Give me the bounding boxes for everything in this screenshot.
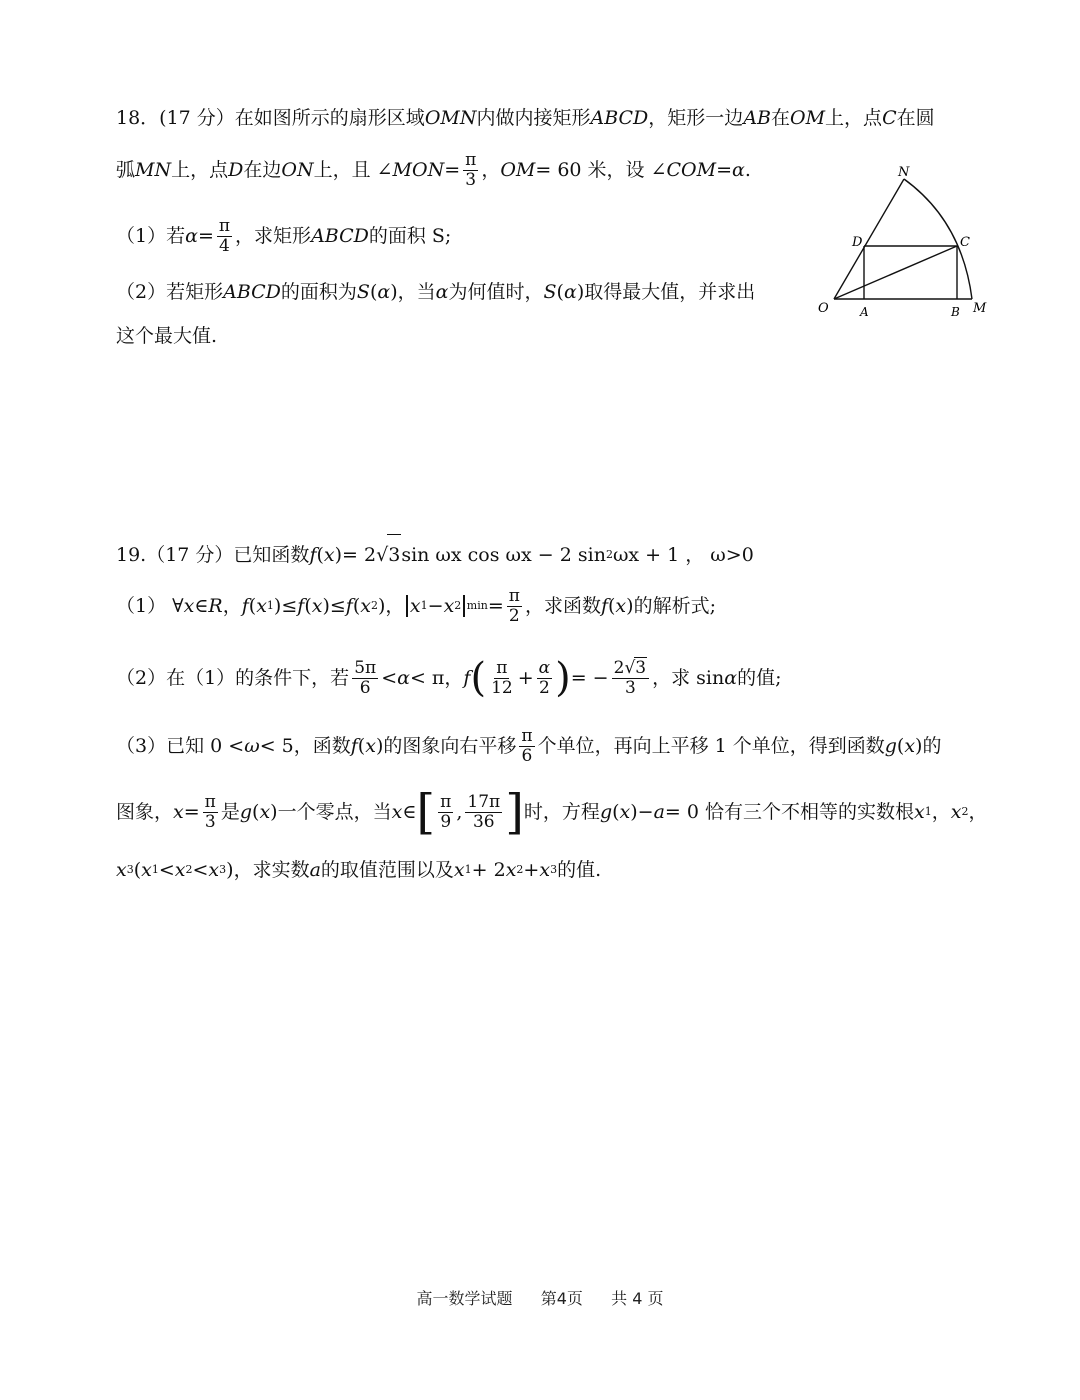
q19-text: ≤ (281, 595, 298, 617)
q19-var-x: x (615, 595, 627, 617)
q18-var-om: OM (790, 107, 826, 129)
fraction-numerator: π (440, 791, 452, 812)
q19-var-x: x (323, 543, 335, 566)
footer-title: 高一数学试题 (416, 1289, 513, 1308)
q18-number: 18．(17 分）在如图所示的扇形区域 (116, 107, 425, 129)
q19-text: − (427, 595, 444, 617)
q19-var-x: x (409, 595, 421, 617)
abs-bar (463, 595, 465, 617)
q19-var-g: g (884, 735, 897, 757)
q19-var-x: x (505, 859, 517, 881)
q19-text: = 0 恰有三个不相等的实数根 (664, 801, 915, 823)
q18-var-abcd: ABCD (223, 281, 281, 303)
fraction-numerator: π (496, 657, 508, 678)
q19-part-label: （3）已知 0 < (116, 735, 245, 757)
label-o: O (818, 301, 829, 316)
sector-figure (812, 166, 992, 326)
sqrt-radicand: 3 (635, 657, 647, 678)
q19-text: − (637, 801, 654, 823)
fraction-5pi-over-6 (352, 659, 378, 698)
subscript: 1 (464, 863, 472, 876)
segment-on (834, 179, 904, 299)
paren: ( (316, 543, 324, 566)
q18-var-om: OM (500, 159, 536, 181)
subscript: 2 (454, 599, 462, 612)
q18-var-s: S (356, 281, 370, 303)
label-c: C (960, 235, 970, 250)
q18-var-alpha: α (377, 281, 391, 303)
big-bracket: [ (416, 784, 436, 840)
fraction-denominator: 36 (472, 811, 495, 832)
q19-var-x: x (914, 801, 925, 823)
paren: ( (133, 859, 142, 881)
label-b: B (951, 305, 960, 319)
q19-text: 的解析式; (633, 595, 716, 617)
q19-part-3-line-2: 图象， x = $\frac{\pi}{3}$ 是 g ( x ) 一个零点，当 x ∈ [ $\frac{\pi}{9}$ , $\frac{17\pi}{36}$ ] 时，方程 g ( x ) − a = 0 恰有三个不相等的实数根 x 1 ， x 2 ， (116, 784, 988, 840)
q18-text: ，当 (397, 281, 436, 303)
q19-text: ∈ (402, 801, 417, 823)
subscript: 3 (219, 863, 227, 876)
subscript: 1 (420, 599, 428, 612)
q19-var-g: g (599, 801, 613, 823)
big-bracket: ] (505, 784, 524, 840)
q19-var-f: f (350, 735, 358, 757)
q18-text: 这个最大值. (116, 325, 218, 347)
q19-text: ， (931, 801, 951, 823)
q19-var-x: x (443, 595, 455, 617)
q19-text: 时，方程 (523, 801, 600, 823)
q19-text: = (487, 595, 504, 617)
q19-part-label: （1） ∀ (116, 595, 184, 617)
page-footer (0, 1286, 1080, 1309)
fraction-numerator: π (218, 215, 231, 236)
q19-text: < (381, 667, 398, 689)
subscript: 2 (961, 805, 969, 818)
q19-text: ω>0 (710, 543, 754, 566)
q18-text: 的面积 S; (368, 225, 452, 247)
segment-oc (834, 246, 957, 299)
q19-var-x: x (539, 859, 551, 881)
fraction-17pi-over-36 (465, 793, 502, 832)
q19-text: < π， (409, 667, 464, 689)
q19-line-1 (116, 534, 754, 575)
subscript: 2 (370, 599, 378, 612)
q19-text: = 2 (342, 543, 377, 566)
fraction-denominator: 6 (359, 677, 371, 698)
fraction-denominator: 2 (538, 677, 550, 698)
q19-text: 的值. (557, 859, 602, 881)
subscript: 2 (185, 863, 193, 876)
fraction-numerator: 17π (467, 791, 501, 812)
q18-text: ，求矩形 (235, 225, 312, 247)
q18-line-1 (116, 98, 935, 138)
fraction-numerator: π (204, 791, 216, 812)
paren: ) (334, 543, 343, 566)
q18-var-c: C (882, 107, 897, 129)
q19-text: + (523, 859, 540, 881)
q18-text: 内做内接矩形 (476, 107, 591, 129)
big-paren: ( (470, 655, 487, 701)
fraction-alpha-over-2 (537, 659, 552, 698)
q19-var-x: x (208, 859, 220, 881)
sqrt-radicand: 3 (387, 534, 401, 575)
q19-part-2 (116, 655, 782, 701)
q18-text: = (716, 159, 732, 181)
q19-var-f: f (297, 595, 305, 617)
q19-text: , (456, 801, 463, 823)
q18-text: 在 (771, 107, 791, 129)
fraction-denominator: 3 (204, 811, 216, 832)
q19-part-1: （1） ∀ x ∈ R ， f ( x 1 ) ≤ f ( x ) ≤ f ( x 2 ) ， x 1 − x 2 min = $\frac{\pi}{2}$ ，求函数 f ( x ) 的解析式; (116, 585, 716, 626)
q19-var-f: f (600, 595, 608, 617)
q19-text: ，求 sin (652, 667, 725, 689)
q19-text: 的 (922, 735, 942, 757)
q19-var-x: x (174, 859, 186, 881)
q19-var-x: x (453, 859, 465, 881)
q19-text: ， (968, 801, 988, 823)
q18-text: . (744, 159, 751, 181)
subscript-min: min (466, 599, 488, 612)
q18-var-abcd: ABCD (590, 107, 649, 129)
q19-text: 一个零点，当 (277, 801, 392, 823)
paren: ) (226, 859, 234, 881)
q19-var-alpha: α (724, 667, 738, 689)
q19-var-f: f (309, 543, 317, 566)
q19-text: ， (385, 595, 405, 617)
q18-text: 为何值时， (448, 281, 544, 303)
paren: ) (576, 281, 585, 303)
sqrt-sign: √ (376, 543, 389, 566)
fraction-numerator: π (508, 585, 520, 606)
q19-part-3-line-3 (116, 850, 601, 890)
fraction-denominator: 3 (624, 677, 636, 698)
paren: ) (390, 281, 398, 303)
q19-text: + (517, 667, 534, 689)
subscript: 3 (550, 863, 558, 876)
q19-var-f: f (345, 595, 353, 617)
q18-var-mon: MON (392, 159, 445, 181)
q19-text: ωx + 1 ， (612, 543, 705, 566)
footer-page-total: 共 4 页 (611, 1289, 664, 1308)
q18-text: 上，点 (825, 107, 883, 129)
subscript: 1 (924, 805, 932, 818)
q18-part-2 (116, 272, 755, 312)
q18-text: ， (481, 159, 501, 181)
q18-text: ，矩形一边 (648, 107, 744, 129)
q18-var-alpha: α (732, 159, 745, 181)
q19-var-omega: ω (244, 735, 260, 757)
q19-text: sin ωx cos ωx − 2 sin (401, 543, 606, 566)
q19-var-x: x (256, 595, 267, 617)
q18-line-2 (116, 150, 751, 190)
q19-var-x: x (311, 595, 323, 617)
q18-part-label: （1）若 (116, 225, 186, 247)
q19-text: ，求函数 (524, 595, 601, 617)
fraction-numerator: 5π (354, 657, 377, 678)
q19-text: 的图象向右平移 (383, 735, 517, 757)
fraction-pi-over-3 (463, 151, 478, 190)
q19-var-alpha: α (397, 667, 410, 689)
q18-var-omn: OMN (424, 107, 477, 129)
fraction-denominator: 4 (219, 235, 230, 256)
q18-part-1 (116, 216, 451, 256)
q19-text: < 5，函数 (259, 735, 351, 757)
subscript: 3 (126, 863, 134, 876)
q18-text: = (197, 225, 214, 247)
q19-text: ， (222, 595, 242, 617)
q18-text: 弧 (116, 159, 136, 181)
q18-text: 上，且 ∠ (313, 159, 393, 181)
q19-var-x: x (619, 801, 631, 823)
fraction-pi-over-2 (507, 587, 522, 626)
q19-text: 是 (220, 801, 240, 823)
superscript: 2 (605, 547, 613, 561)
q19-var-x: x (141, 859, 152, 881)
paren: ( (369, 281, 378, 303)
q19-text: 个单位，再向上平移 1 个单位，得到函数 (537, 735, 885, 757)
q18-text: = 60 米，设 ∠ (535, 159, 667, 181)
q19-text: ∈ (194, 595, 209, 617)
q19-var-g: g (239, 801, 253, 823)
q18-text: 在边 (243, 159, 282, 181)
q19-text: < (192, 859, 209, 881)
subscript: 1 (151, 863, 159, 876)
q18-var-alpha: α (435, 281, 449, 303)
q18-text: = (444, 159, 461, 181)
subscript: 1 (266, 599, 274, 612)
q18-var-alpha: α (563, 281, 577, 303)
q19-part-label: （2）在（1）的条件下，若 (116, 667, 350, 689)
q19-var-f: f (241, 595, 249, 617)
q18-text: 的面积为 (280, 281, 357, 303)
label-m: M (973, 301, 987, 316)
q18-var-ab: AB (743, 107, 771, 129)
q19-var-x: x (183, 595, 195, 617)
q19-var-x: x (950, 801, 962, 823)
q18-part-label: （2）若矩形 (116, 281, 224, 303)
q18-part-2-cont (116, 316, 217, 356)
fraction-pi-over-3 (203, 793, 218, 832)
q19-text: + 2 (471, 859, 506, 881)
fraction-numerator: π (465, 149, 477, 170)
q19-text: = (183, 801, 200, 823)
q19-var-f: f (463, 667, 471, 689)
q19-text: = − (570, 667, 609, 689)
coefficient: 2 (613, 657, 625, 678)
q19-number: 19.（17 分）已知函数 (116, 543, 310, 566)
q18-var-mn: MN (135, 159, 172, 181)
fraction-denominator: 6 (521, 745, 533, 766)
fraction-denominator: 2 (508, 605, 520, 626)
fraction-denominator: 3 (465, 169, 477, 190)
subscript: 2 (516, 863, 524, 876)
fraction-denominator: 12 (491, 677, 513, 698)
q19-var-r: R (208, 595, 223, 617)
paren: ( (556, 281, 564, 303)
fraction-2sqrt3-over-3: $\frac{2√3}{3}$ (612, 659, 650, 698)
q19-var-x: x (391, 801, 403, 823)
fraction-pi-over-12 (489, 659, 515, 698)
q19-var-a: a (309, 859, 321, 881)
fraction-pi-over-6 (519, 727, 534, 766)
q19-var-x: x (173, 801, 184, 823)
q19-text: ，求实数 (233, 859, 310, 881)
q19-text: 的取值范围以及 (320, 859, 454, 881)
fraction-numerator: π (521, 725, 533, 746)
q19-text: 的值; (737, 667, 782, 689)
label-n: N (898, 166, 910, 180)
q18-var-com: COM (666, 159, 717, 181)
big-paren: ) (555, 655, 571, 701)
q19-var-x: x (365, 735, 376, 757)
q19-part-3: （3）已知 0 < ω < 5，函数 f ( x ) 的图象向右平移 $\frac{\pi}{6}$ 个单位，再向上平移 1 个单位，得到函数 g ( x ) 的 (116, 725, 942, 766)
q18-var-on: ON (281, 159, 314, 181)
q19-text: < (158, 859, 175, 881)
q18-text: 上，点 (171, 159, 229, 181)
q18-text: 取得最大值，并求出 (584, 281, 756, 303)
q19-var-x: x (259, 801, 271, 823)
q18-var-abcd: ABCD (311, 225, 369, 247)
abs-bar (406, 595, 408, 617)
q19-var-x: x (116, 859, 127, 881)
fraction-pi-over-4 (217, 217, 232, 256)
footer-page-number: 第4页 (540, 1289, 583, 1308)
q19-var-x: x (360, 595, 371, 617)
fraction-denominator: 9 (440, 811, 452, 832)
label-d: D (852, 235, 863, 250)
fraction-pi-over-9 (438, 793, 453, 832)
q19-text: ≤ (329, 595, 346, 617)
q18-var-alpha: α (185, 225, 198, 247)
q18-var-d: D (228, 159, 244, 181)
fraction-numerator: α (538, 657, 551, 678)
q19-var-x: x (904, 735, 916, 757)
q18-var-s: S (543, 281, 557, 303)
q19-var-a: a (653, 801, 665, 823)
q19-text: 图象， (116, 801, 174, 823)
label-a: A (860, 305, 869, 319)
q18-text: 在圆 (896, 107, 935, 129)
